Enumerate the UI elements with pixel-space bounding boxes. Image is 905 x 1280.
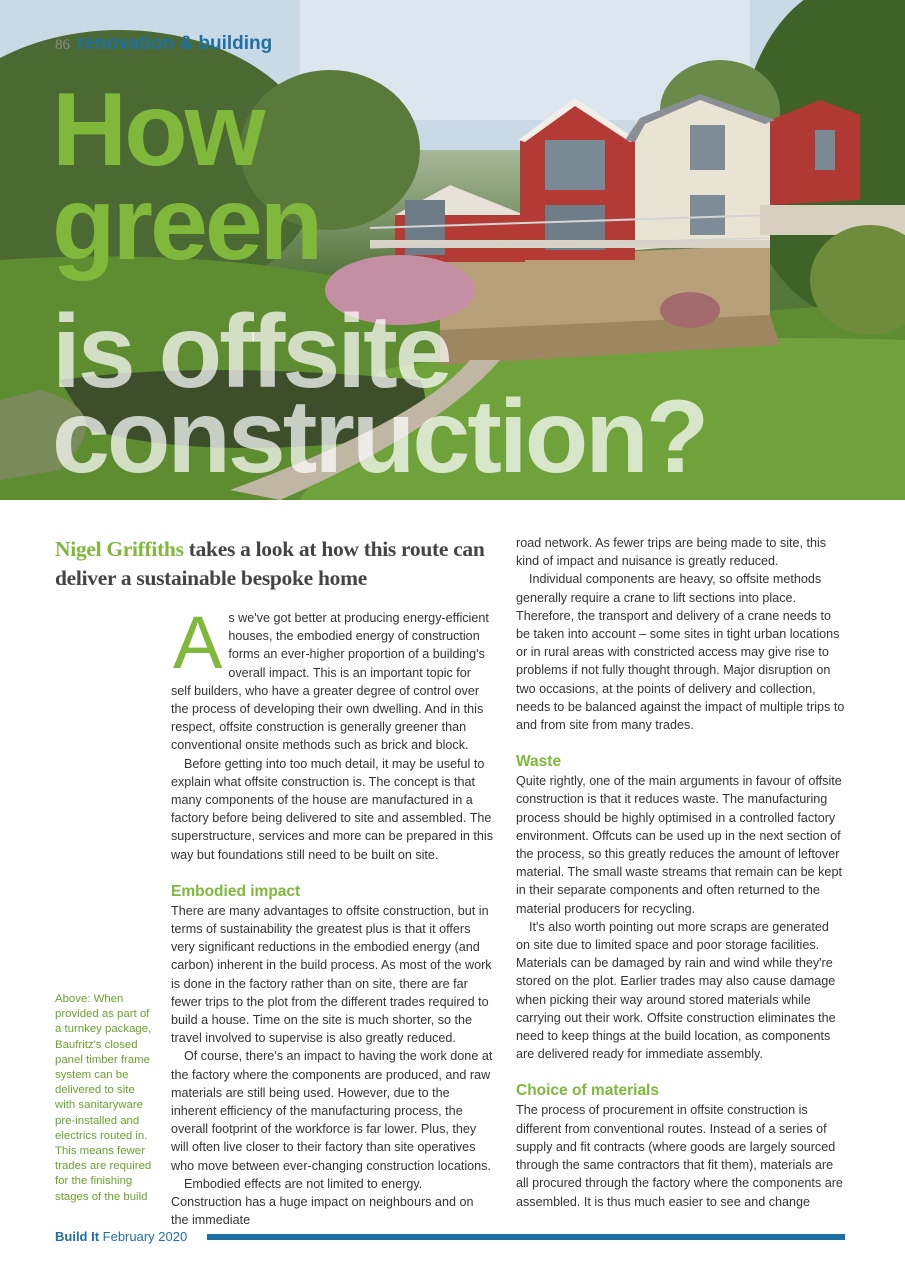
magazine-name: Build It xyxy=(55,1229,100,1244)
paragraph: Of course, there's an impact to having the work done at the factory where the components are produced, and raw materials are still being used. However, due to the inherent efficiency of the manufacturing process, the overall footprint of the workforce is far lower. Plus, they will often live closer to their factory than site operatives who move between ever-changing construction locations. xyxy=(171,1049,493,1173)
paragraph: There are many advantages to offsite construction, but in terms of sustainability the greatest plus is that it offers very significant reductions in the embodied energy (and carbon) inherent in the build process. As most of the work is done in the factory rather than on site, there are far fewer trips to the plot from the different trades required to build a house. Time on the site is much shorter, so the travel involved to supervise is also greatly reduced. xyxy=(171,903,492,1046)
headline-line-3: is offsite xyxy=(52,294,450,410)
intro-paragraph xyxy=(171,601,493,755)
footer-rule xyxy=(207,1234,845,1240)
paragraph: Quite rightly, one of the main arguments in favour of offsite construction is that it reduces waste. The manufacturing process should be highly optimised in a controlled factory environment. Offcuts can be used up in the next section of the process, so this greatly reduces the amount of leftover material. The small waste streams that remain can be kept in their separate components and often returned to the material producers for recycling. xyxy=(516,774,842,916)
paragraph: The process of procurement in offsite construction is different from conventional routes. Instead of a series of supply and fit contracts (where goods are largely sourced through the same contractors that fit them), materials are all procured through the factory where the components are assembled. It is thus much easier to see and change xyxy=(516,1103,843,1209)
paragraph: It's also worth pointing out more scraps are generated on site due to limited space and poor storage facilities. Materials can be damaged by rain and wind while they're stored on the plot. Earlier trades may also cause damage when picking their way around stored materials while carrying out their work. Offsite construction eliminates the need to keep things at the build location, as components are delivered ready for immediate assembly. xyxy=(516,919,836,1062)
issue-date: February 2020 xyxy=(99,1229,188,1244)
subheading-choice-of-materials: Choice of materials xyxy=(516,1082,659,1100)
standfirst xyxy=(55,535,495,593)
footer xyxy=(55,1229,187,1244)
photo-caption: Above: When provided as part of a turnkey package, Baufritz's closed panel timber frame system can be delivered to site with sanitaryware pre-installed and electrics routed in. This means fewer trades are required for the finishing stages of the build xyxy=(55,993,152,1203)
article-column-2 xyxy=(516,534,846,1211)
article-column-1 xyxy=(171,601,494,1230)
paragraph: Before getting into too much detail, it may be useful to explain what offsite construction is. The concept is that many components of the house are manufactured in a factory before being delivered to site and assembled. The superstructure, services and more can be prepared in this way but foundations still need to be built on site. xyxy=(171,756,494,862)
subheading-embodied-impact: Embodied impact xyxy=(171,882,301,900)
intro-text: s we've got better at producing energy-efficient houses, the embodied energy of construction forms an ever-higher proportion of a building's overall impact. This is an important topic for self builders, who have a greater degree of control over the process of developing their own dwelling. And in this respect, offsite construction is generally greener than conventional onsite methods such as brick and block. xyxy=(171,611,489,753)
paragraph: Individual components are heavy, so offsite methods generally require a crane to lift sections into place. Therefore, the transport and delivery of a crane needs to be taken into account – some sites in tight urban locations or in rural areas with constricted access may give rise to problems if not fully thought through. Major disruption on two occasions, at the points of delivery and collection, needs to be balanced against the impact of multiple trips to and from site from many trades. xyxy=(516,572,845,733)
standfirst-text: takes a look at how this route can deliver a sustainable bespoke home xyxy=(55,537,485,590)
paragraph: road network. As fewer trips are being made to site, this kind of impact and nuisance is greatly reduced. xyxy=(516,536,827,569)
headline-line-2: green xyxy=(52,166,321,282)
author-name: Nigel Griffiths xyxy=(55,537,184,561)
paragraph: Embodied effects are not limited to energy. Construction has a huge impact on neighbours and on the immediate xyxy=(171,1176,474,1228)
headline-line-1: How xyxy=(52,72,263,188)
section-title: renovation & building xyxy=(77,33,273,54)
page-number: 86 xyxy=(55,37,70,53)
subheading-waste: Waste xyxy=(516,753,562,771)
drop-cap: A xyxy=(173,601,223,684)
headline-line-4: construction? xyxy=(52,379,707,495)
hero-photo xyxy=(0,0,905,500)
